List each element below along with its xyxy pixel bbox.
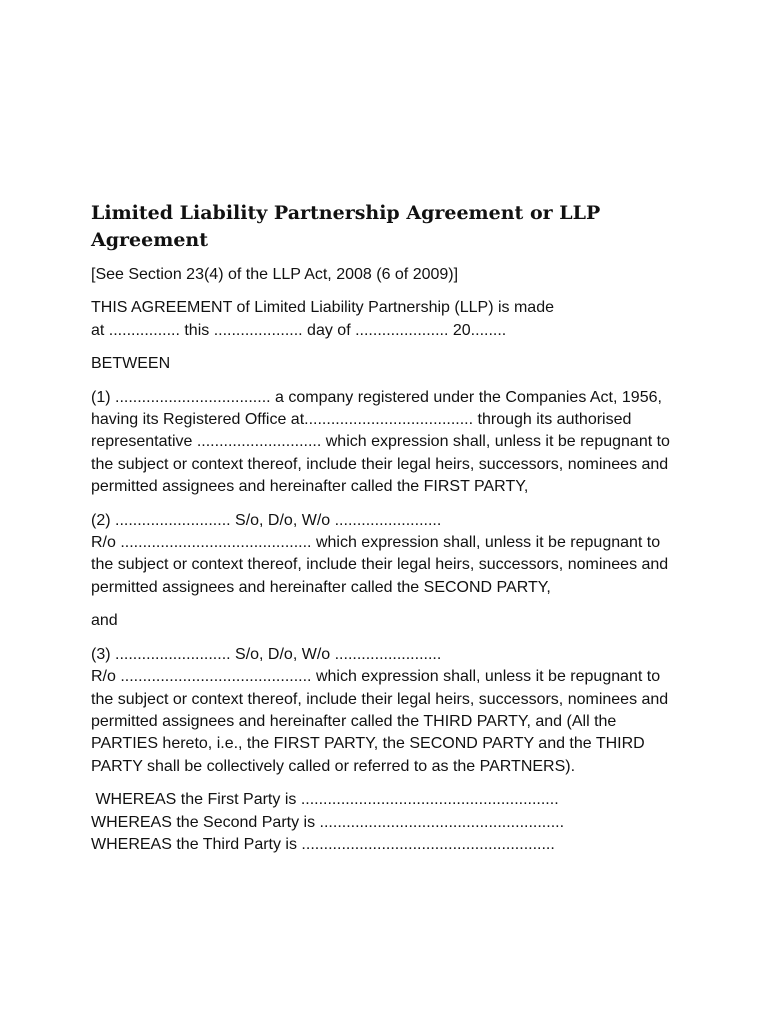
act-reference: [See Section 23(4) of the LLP Act, 2008 (6 of 2009)] [91,266,459,283]
second-party-line-1: (2) .......................... S/o, D/o, W/o ........................ [91,511,442,529]
whereas-clauses [91,789,681,856]
second-party-body: R/o ........................................... which expression shall, unless it be repugnant to the subject or context thereof, include their legal heirs, successors, nominees and permitted assignees and hereinafter called the SECOND PARTY, [91,534,669,596]
whereas-third-party: WHEREAS the Third Party is ......................................................... [91,835,555,853]
document-page [91,200,681,867]
whereas-second-party: WHEREAS the Second Party is ....................................................... [91,813,565,831]
between-heading: BETWEEN [91,355,171,373]
opening-line-2: at ................ this .................... day of ..................... 20........ [91,321,507,339]
third-party-clause [91,644,681,778]
opening-line-1: THIS AGREEMENT of Limited Liability Partnership (LLP) is made [91,299,554,317]
and-connector: and [91,612,118,630]
whereas-first-party: WHEREAS the First Party is .......................................................... [91,791,559,809]
third-party-line-1: (3) .......................... S/o, D/o, W/o ........................ [91,645,442,663]
opening-clause [91,297,681,342]
third-party-body: R/o ........................................... which expression shall, unless it be repugnant to the subject or context thereof, include their legal heirs, successors, nominees and permitted assignees and hereinafter called the THIRD PARTY, and (All the PARTIES hereto, i.e., the FIRST PARTY, the SECOND PARTY and the THIRD PARTY shall be collectively called or referred to as the PARTNERS). [91,668,669,775]
document-title: Limited Liability Partnership Agreement or LLP Agreement [91,202,601,251]
second-party-clause [91,510,681,600]
first-party-clause: (1) ................................... a company registered under the Companies Act, 1956, having its Registered Office at...................................... through its authorised representative ............................ which expression shall, unless it be repugnant to the subject or context thereof, include their legal heirs, successors, nominees and permitted assignees and hereinafter called the FIRST PARTY, [91,388,670,496]
